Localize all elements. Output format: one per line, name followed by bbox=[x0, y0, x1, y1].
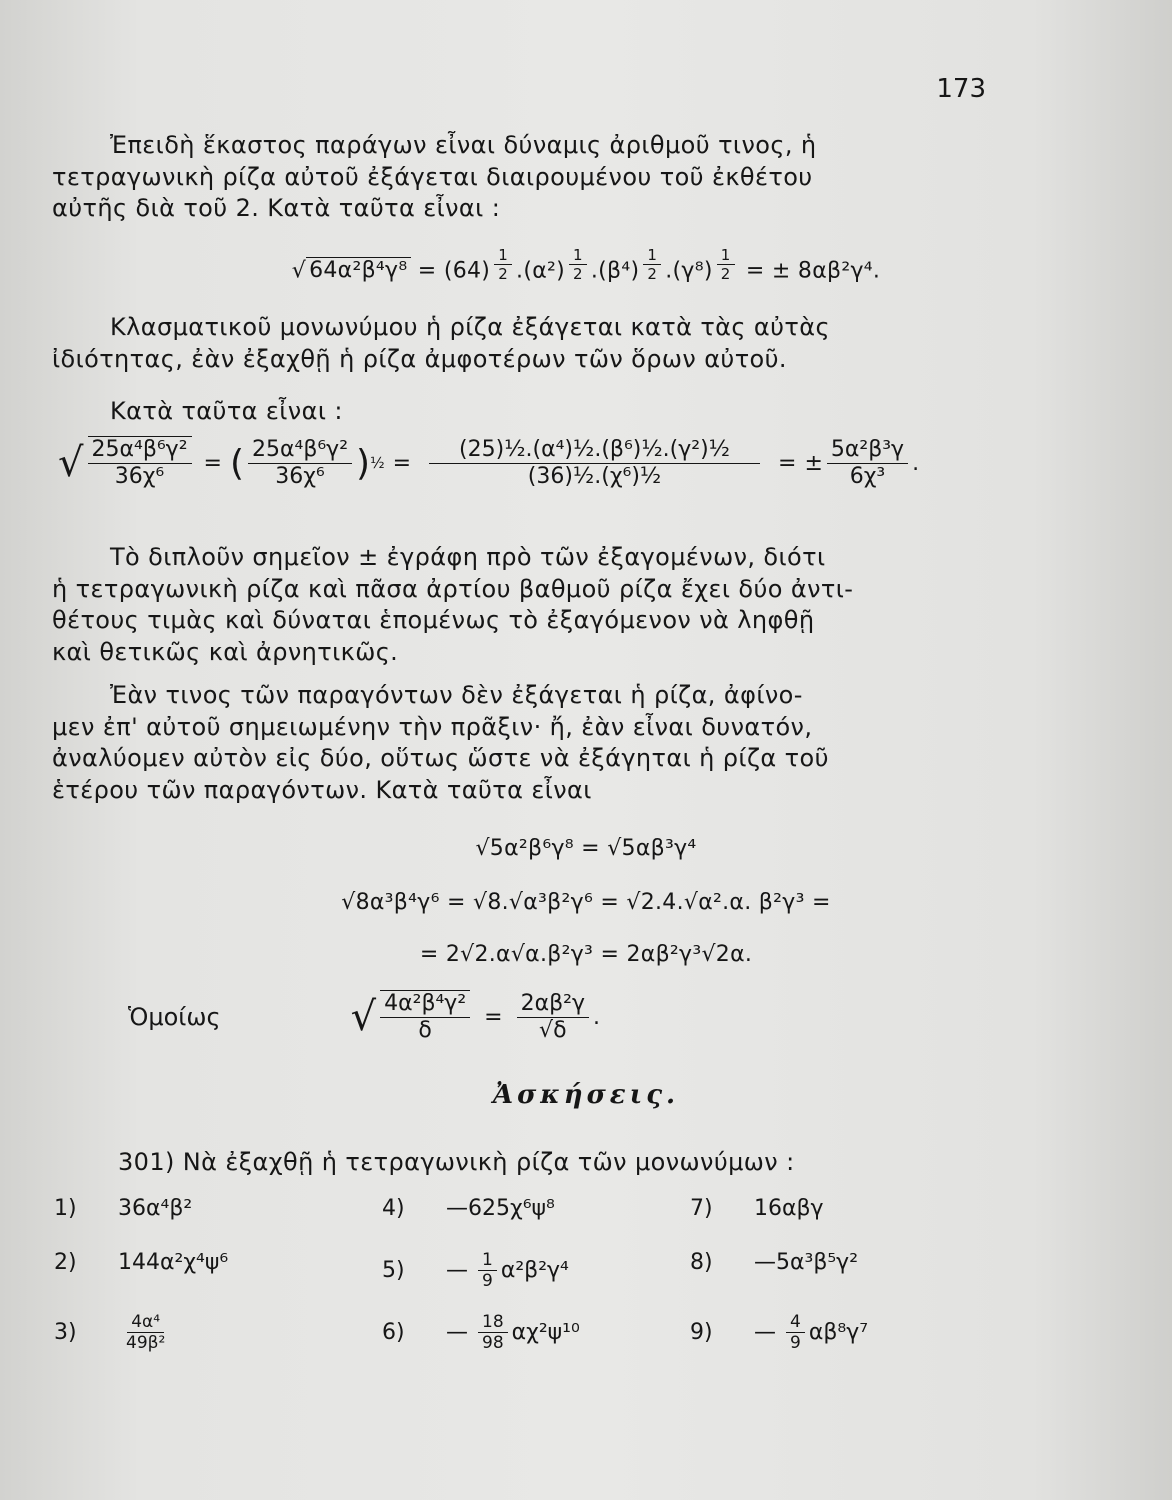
exercise-fraction: $\frac{18}{98}$ bbox=[478, 1312, 508, 1354]
text-line: Ἐὰν τινος τῶν παραγόντων δὲν ἐξάγεται ἡ ρίζα, ἀφίνο- bbox=[110, 681, 803, 709]
text-line: ἡ τετραγωνικὴ ρίζα καὶ πᾶσα ἀρτίου βαθμοῦ ρίζα ἔχει δύο ἀντι- bbox=[52, 574, 854, 603]
text-line: Κατὰ ταῦτα εἶναι : bbox=[110, 397, 343, 425]
text-line: ἰδιότητας, ἐὰν ἐξαχθῇ ἡ ρίζα ἀμφοτέρων τῶν ὅρων αὐτοῦ. bbox=[52, 344, 787, 373]
exercise-label: 1) bbox=[54, 1196, 77, 1221]
paragraph-4 bbox=[52, 542, 994, 668]
exercise-title: 301) Νὰ ἐξαχθῇ ἡ τετραγωνικὴ ρίζα τῶν μονωνύμων : bbox=[118, 1148, 795, 1176]
exercise-fraction: $\frac{1}{9}$ bbox=[478, 1250, 497, 1292]
exercise-label: 4) bbox=[382, 1196, 405, 1221]
exercise-expression: αβ⁸γ⁷ bbox=[808, 1320, 869, 1346]
exercise-fraction: $\frac{\text{4α⁴}}{\text{49β²}}$ bbox=[126, 1312, 166, 1354]
exercise-item bbox=[690, 1250, 858, 1275]
exercise-item bbox=[690, 1312, 868, 1354]
text-line: μεν ἐπ' αὐτοῦ σημειωμένην τὴν πρᾶξιν· ἤ, ἐὰν εἶναι δυνατόν, bbox=[52, 712, 813, 741]
equation-2: √ $\frac{\text{25α⁴β⁶γ²}}{\text{36χ⁶}}$ = ( $\frac{\text{25α⁴β⁶γ²}}{\text{36χ⁶}}$ ) ½ = $\frac{\text{(25)½.(α⁴)½.(β⁶)½.(γ²)½}}{\text{(36)½.(χ⁶)½}}$ = ± $\frac{\text{5α²β³γ}}{\text{6χ³}}$ . bbox=[58, 436, 920, 490]
equation-5: = 2√2.α√α.β²γ³ = 2αβ²γ³√2α. bbox=[419, 942, 753, 967]
exercise-sign: — bbox=[446, 1258, 468, 1284]
exercise-item bbox=[54, 1196, 192, 1221]
exercise-item bbox=[54, 1312, 173, 1354]
section-heading: Ἀσκήσεις. bbox=[492, 1080, 680, 1110]
exercise-fraction: $\frac{4}{9}$ bbox=[786, 1312, 805, 1354]
paragraph-3 bbox=[52, 396, 994, 428]
equation-6: Ὁμοίως √ $\frac{\text{4α²β⁴γ²}}{\delta}$ = $\frac{\text{2αβ²γ}}{√\delta}$ . bbox=[128, 990, 600, 1044]
equation-1: √ 64α²β⁴γ⁸ = (64) $^{\frac{1}{2}}$ .(α²) $^{\frac{1}{2}}$ .(β⁴) $^{\frac{1}{2}}$ .(γ⁸) $^{\frac{1}{2}}$ = ± 8αβ²γ⁴. bbox=[291, 246, 881, 284]
exercise-item bbox=[382, 1196, 555, 1221]
text-line: τετραγωνικὴ ρίζα αὐτοῦ ἐξάγεται διαιρουμένου τοῦ ἐκθέτου bbox=[52, 162, 813, 191]
exercise-item bbox=[690, 1196, 824, 1221]
exercise-expression: —5α³β⁵γ² bbox=[754, 1250, 859, 1275]
exercise-expression: 36α⁴β² bbox=[118, 1196, 193, 1221]
exercise-sign: — bbox=[446, 1320, 468, 1346]
text-line: αὐτῆς διὰ τοῦ 2. Κατὰ ταῦτα εἶναι : bbox=[52, 194, 501, 222]
text-line: Κλασματικοῦ μονωνύμου ἡ ρίζα ἐξάγεται κατὰ τὰς αὐτὰς bbox=[110, 313, 830, 341]
paragraph-5 bbox=[52, 680, 994, 806]
paragraph-1 bbox=[52, 130, 994, 225]
exercise-item bbox=[54, 1250, 228, 1275]
text-line: καὶ θετικῶς καὶ ἀρνητικῶς. bbox=[52, 637, 399, 666]
exercise-expression: 16αβγ bbox=[754, 1196, 824, 1221]
text-line: ἀναλύομεν αὐτὸν εἰς δύο, οὕτως ὥστε νὰ ἐξάγηται ἡ ρίζα τοῦ bbox=[52, 744, 829, 772]
text-line: Τὸ διπλοῦν σημεῖον ± ἐγράφη πρὸ τῶν ἐξαγομένων, διότι bbox=[110, 543, 826, 571]
exercise-item bbox=[382, 1312, 580, 1354]
exercise-label: 9) bbox=[690, 1320, 713, 1346]
exercise-sign: — bbox=[754, 1320, 776, 1346]
radicand: 64α²β⁴γ⁸ bbox=[306, 257, 410, 283]
exercise-expression: αχ²ψ¹⁰ bbox=[511, 1320, 580, 1346]
exercise-expression: α²β²γ⁴ bbox=[500, 1258, 569, 1284]
exercise-label: 6) bbox=[382, 1320, 405, 1346]
equation-3: √5α²β⁶γ⁸ = √5αβ³γ⁴ bbox=[475, 836, 697, 861]
page-number: 173 bbox=[936, 74, 986, 104]
text-line: Ἐπειδὴ ἕκαστος παράγων εἶναι δύναμις ἀριθμοῦ τινος, ἡ bbox=[110, 131, 817, 159]
text-line: θέτους τιμὰς καὶ δύναται ἑπομένως τὸ ἐξαγόμενον νὰ ληφθῇ bbox=[52, 606, 815, 634]
exercise-label: 7) bbox=[690, 1196, 713, 1221]
text-line: ἑτέρου τῶν παραγόντων. Κατὰ ταῦτα εἶναι bbox=[52, 775, 592, 804]
exercise-expression: 144α²χ⁴ψ⁶ bbox=[118, 1250, 229, 1275]
paragraph-2 bbox=[52, 312, 994, 375]
exercise-label: 5) bbox=[382, 1258, 405, 1284]
equation-4: √8α³β⁴γ⁶ = √8.√α³β²γ⁶ = √2.4.√α².α. β²γ³ = bbox=[341, 890, 831, 915]
exercise-label: 2) bbox=[54, 1250, 77, 1275]
exercise-label: 8) bbox=[690, 1250, 713, 1275]
exercise-expression: —625χ⁶ψ⁸ bbox=[446, 1196, 555, 1221]
exercise-label: 3) bbox=[54, 1320, 77, 1346]
exercise-item bbox=[382, 1250, 569, 1292]
